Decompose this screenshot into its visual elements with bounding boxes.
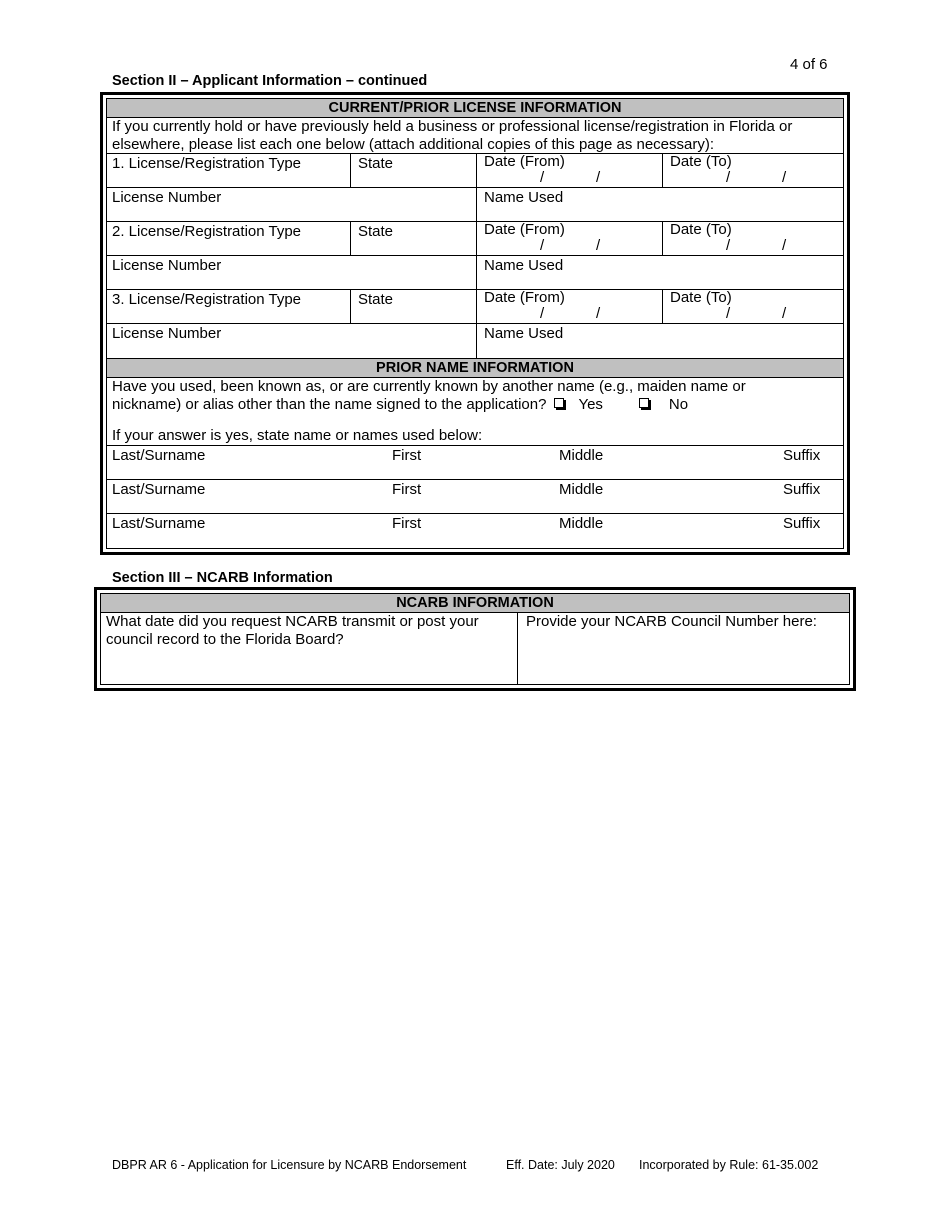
date-from-label: Date (From) <box>484 221 565 238</box>
date-to-label: Date (To) <box>670 289 732 306</box>
middle-name-label: Middle <box>559 515 604 532</box>
license-3-number-field[interactable] <box>107 324 476 358</box>
license-2-number-field[interactable] <box>107 256 476 289</box>
license-2-date-to-field[interactable] <box>662 222 843 255</box>
license-2-type-field[interactable] <box>107 222 350 255</box>
license-type-label: 3. License/Registration Type <box>112 291 302 308</box>
date-slash: / <box>540 169 545 186</box>
license-3-name-used-field[interactable] <box>476 324 843 358</box>
license-1-number-row <box>107 188 843 222</box>
name-used-label: Name Used <box>484 189 564 206</box>
ncarb-question-line-1: What date did you request NCARB transmit or post your <box>106 613 479 630</box>
middle-name-label: Middle <box>559 447 604 464</box>
license-1-name-used-field[interactable] <box>476 188 843 221</box>
date-slash: / <box>596 237 601 254</box>
first-name-label: First <box>392 447 422 464</box>
license-intro-line-2: elsewhere, please list each one below (attach additional copies of this page as necessary): <box>112 136 715 153</box>
last-name-label: Last/Surname <box>112 515 206 532</box>
prior-name-row-2[interactable] <box>107 480 843 514</box>
license-info-table <box>106 98 844 549</box>
date-from-label: Date (From) <box>484 153 565 170</box>
date-to-label: Date (To) <box>670 221 732 238</box>
prior-name-header: PRIOR NAME INFORMATION <box>107 359 843 378</box>
license-intro-line-1: If you currently hold or have previously held a business or professional license/registration in Florida or <box>112 118 793 135</box>
page-number: 4 of 6 <box>790 56 828 73</box>
ncarb-council-number-label: Provide your NCARB Council Number here: <box>526 613 817 630</box>
license-1-date-from-field[interactable] <box>476 154 662 187</box>
no-checkbox[interactable] <box>639 398 649 408</box>
date-from-label: Date (From) <box>484 289 565 306</box>
license-2-state-field[interactable] <box>350 222 476 255</box>
last-name-label: Last/Surname <box>112 447 206 464</box>
prior-name-question-line-2-row <box>107 396 843 414</box>
license-1-row <box>107 154 843 188</box>
date-slash: / <box>540 305 545 322</box>
names-instruction: If your answer is yes, state name or names used below: <box>112 427 483 444</box>
suffix-label: Suffix <box>783 515 821 532</box>
date-slash: / <box>782 237 787 254</box>
date-slash: / <box>726 169 731 186</box>
state-label: State <box>358 155 394 172</box>
license-1-date-to-field[interactable] <box>662 154 843 187</box>
license-number-label: License Number <box>112 257 222 274</box>
date-slash: / <box>726 305 731 322</box>
date-slash: / <box>782 169 787 186</box>
first-name-label: First <box>392 515 422 532</box>
license-2-number-row <box>107 256 843 290</box>
last-name-label: Last/Surname <box>112 481 206 498</box>
date-slash: / <box>726 237 731 254</box>
license-3-type-field[interactable] <box>107 290 350 323</box>
date-slash: / <box>596 305 601 322</box>
ncarb-question-line-2: council record to the Florida Board? <box>106 631 344 648</box>
first-name-label: First <box>392 481 422 498</box>
license-2-date-from-field[interactable] <box>476 222 662 255</box>
license-3-state-field[interactable] <box>350 290 476 323</box>
license-type-label: 1. License/Registration Type <box>112 155 302 172</box>
prior-name-question-line-1: Have you used, been known as, or are currently known by another name (e.g., maiden name or <box>112 378 746 395</box>
no-label: No <box>668 396 689 413</box>
suffix-label: Suffix <box>783 481 821 498</box>
footer-rule: Incorporated by Rule: 61-35.002 <box>639 1158 819 1172</box>
prior-name-question <box>107 378 843 446</box>
state-label: State <box>358 291 394 308</box>
license-3-date-from-field[interactable] <box>476 290 662 323</box>
license-1-number-field[interactable] <box>107 188 476 221</box>
license-3-row <box>107 290 843 324</box>
license-type-label: 2. License/Registration Type <box>112 223 302 240</box>
license-3-number-row <box>107 324 843 359</box>
ncarb-council-number-field[interactable] <box>517 613 849 685</box>
license-2-row <box>107 222 843 256</box>
ncarb-header: NCARB INFORMATION <box>101 594 849 613</box>
state-label: State <box>358 223 394 240</box>
license-3-date-to-field[interactable] <box>662 290 843 323</box>
name-used-label: Name Used <box>484 257 564 274</box>
license-number-label: License Number <box>112 189 222 206</box>
date-slash: / <box>596 169 601 186</box>
section-2-title: Section II – Applicant Information – continued <box>112 73 428 89</box>
license-1-type-field[interactable] <box>107 154 350 187</box>
license-info-frame <box>100 92 850 555</box>
ncarb-frame <box>94 587 856 691</box>
prior-name-row-1[interactable] <box>107 446 843 480</box>
yes-checkbox[interactable] <box>554 398 564 408</box>
footer-form-name: DBPR AR 6 - Application for Licensure by NCARB Endorsement <box>112 1158 467 1172</box>
section-3-title: Section III – NCARB Information <box>112 570 333 586</box>
yes-label: Yes <box>578 396 603 413</box>
license-info-header: CURRENT/PRIOR LICENSE INFORMATION <box>107 99 843 118</box>
license-1-state-field[interactable] <box>350 154 476 187</box>
date-slash: / <box>782 305 787 322</box>
ncarb-row <box>101 613 849 685</box>
footer-eff-date: Eff. Date: July 2020 <box>506 1158 615 1172</box>
ncarb-transmit-date-field[interactable] <box>101 613 517 685</box>
prior-name-row-3[interactable] <box>107 514 843 547</box>
name-used-label: Name Used <box>484 325 564 342</box>
license-intro <box>107 118 843 154</box>
prior-name-question-line-2: nickname) or alias other than the name signed to the application? <box>112 396 547 413</box>
license-2-name-used-field[interactable] <box>476 256 843 289</box>
date-to-label: Date (To) <box>670 153 732 170</box>
license-number-label: License Number <box>112 325 222 342</box>
date-slash: / <box>540 237 545 254</box>
ncarb-table <box>100 593 850 685</box>
suffix-label: Suffix <box>783 447 821 464</box>
middle-name-label: Middle <box>559 481 604 498</box>
